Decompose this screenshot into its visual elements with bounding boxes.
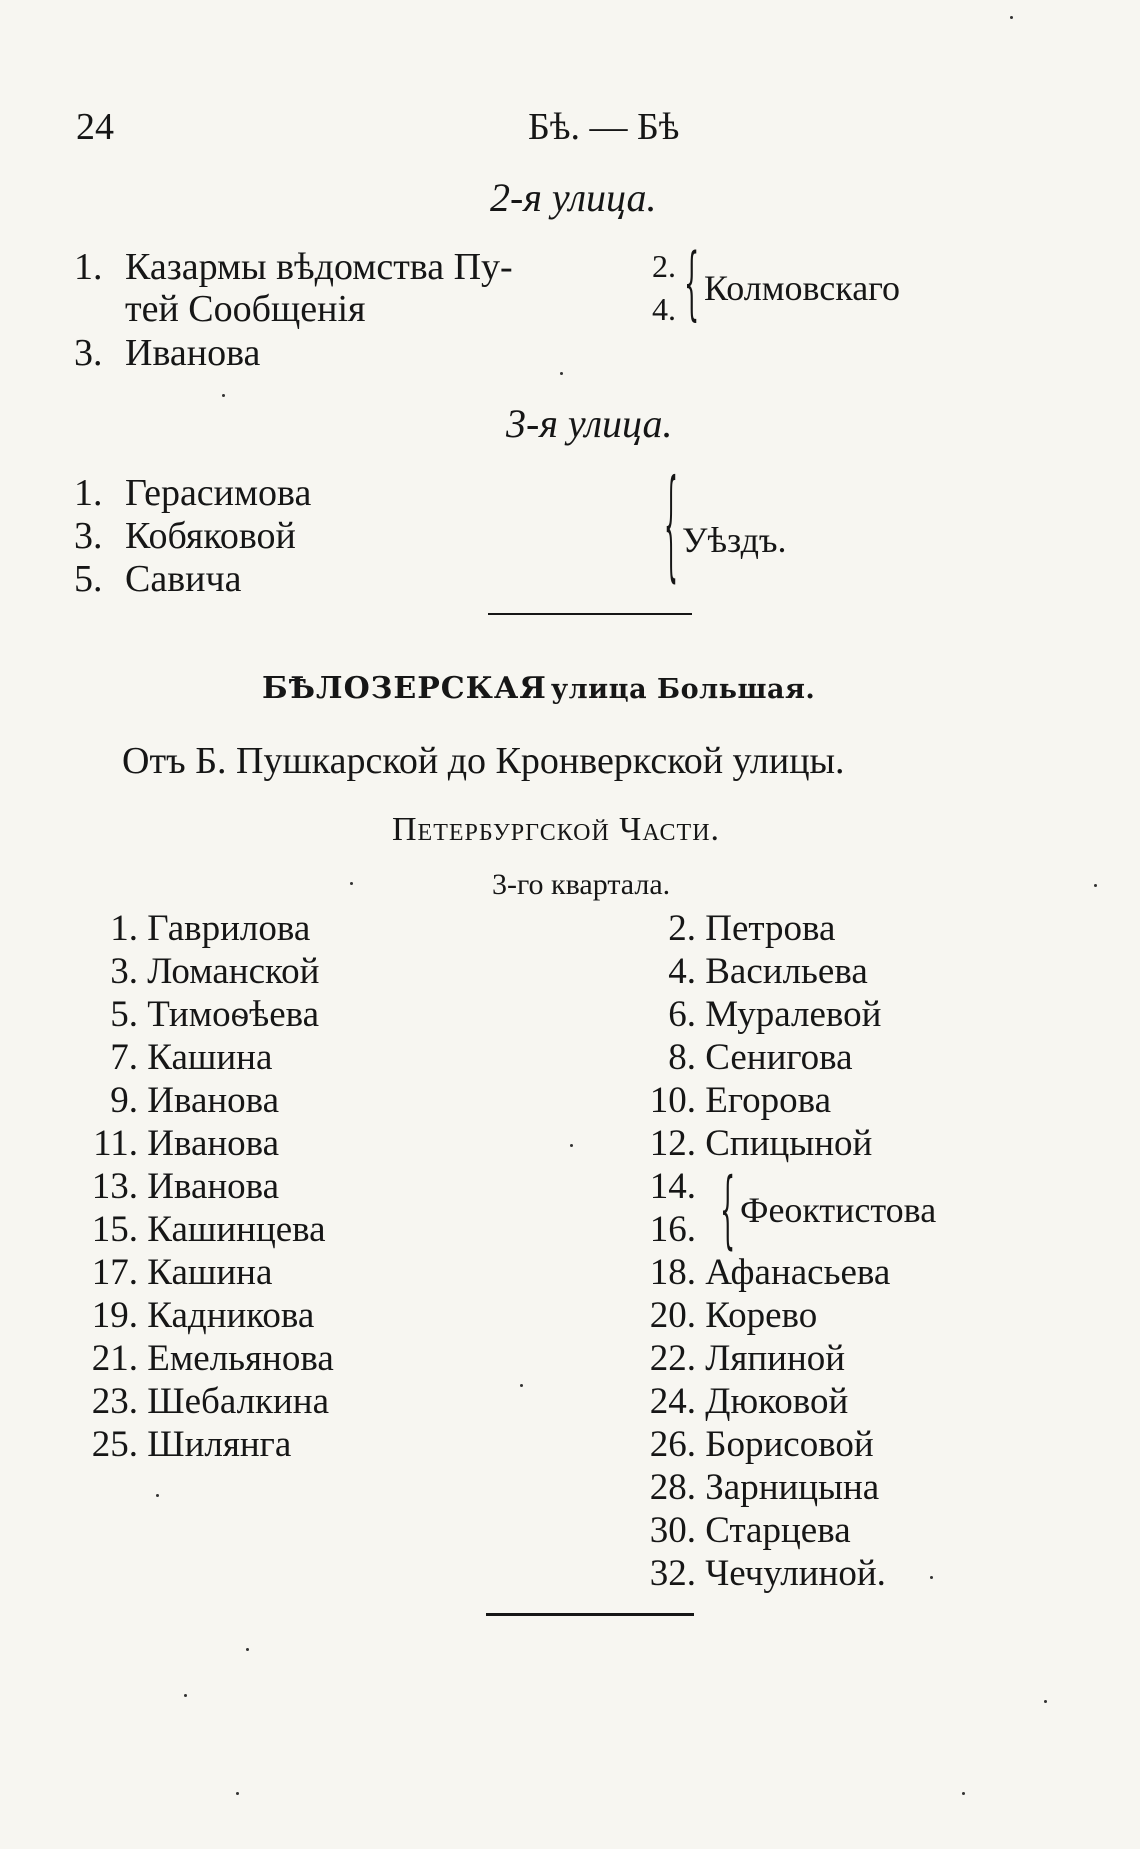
list-item: 13. Иванова (91, 1166, 280, 1207)
street2-entry-3-num: 3. (74, 332, 103, 374)
list-item: 22. Ляпиной (649, 1338, 846, 1379)
section-quarter: 3-го квартала. (492, 868, 671, 901)
section-title (262, 671, 816, 706)
brace-icon: { (664, 457, 678, 595)
list-item: 21. Емельянова (91, 1338, 334, 1379)
street2-entry-3-name: Иванова (125, 332, 261, 374)
list-item: 17. Кашина (91, 1252, 273, 1293)
section-subtitle: Отъ Б. Пушкарской до Кронверкской улицы. (122, 740, 845, 782)
list-item: 25. Шилянга (91, 1424, 292, 1465)
list-item: 11. Иванова (93, 1123, 280, 1164)
scan-speck (222, 394, 225, 397)
list-item: 4. Васильева (668, 951, 868, 992)
list-item: 2. Петрова (668, 908, 836, 949)
list-item: 5. Тимоѳѣева (110, 994, 320, 1035)
scan-speck (1010, 16, 1013, 19)
list-item: 8. Сенигова (668, 1037, 853, 1078)
street3-entry-3-num: 3. (74, 515, 103, 557)
list-item: 3. Ломанской (110, 951, 320, 992)
street2-entry-1-line1: Казармы вѣдомства Пу- (125, 246, 513, 288)
list-item: 7. Кашина (110, 1037, 273, 1078)
scan-speck (246, 1648, 249, 1651)
end-rule (486, 1613, 694, 1616)
street3-entry-5-num: 5. (74, 558, 103, 600)
scan-speck (930, 1576, 933, 1579)
scan-speck (184, 1694, 187, 1697)
list-item: 15. Кашинцева (91, 1209, 326, 1250)
section-title-bold: БѢЛОЗЕРСКАЯ (262, 671, 547, 706)
scan-speck (520, 1384, 523, 1387)
list-item: 19. Кадникова (91, 1295, 315, 1336)
list-item: 6. Муралевой (668, 994, 882, 1035)
list-item: 28. Зарницына (649, 1467, 880, 1508)
list-item: 20. Корево (649, 1295, 818, 1336)
scan-speck (236, 1792, 239, 1795)
list-item: 16. (649, 1209, 696, 1250)
list-item: 14. (649, 1166, 696, 1207)
page-number: 24 (76, 106, 114, 148)
scan-speck (1044, 1700, 1047, 1703)
street3-owner: Уѣздъ. (682, 520, 787, 560)
scan-speck (156, 1494, 159, 1497)
brace-owner: Феоктистова (740, 1190, 937, 1230)
running-head: Бѣ. — Бѣ (528, 106, 680, 148)
street2-heading: 2-я улица. (490, 175, 657, 220)
section-part: Петербургской Части. (392, 811, 721, 848)
street3-entry-5-name: Савича (125, 558, 242, 600)
list-item: 23. Шебалкина (91, 1381, 330, 1422)
brace-icon: { (720, 1161, 736, 1259)
scan-speck (560, 372, 563, 375)
scan-speck (570, 1144, 573, 1147)
scan-speck (1094, 884, 1097, 887)
list-item: 10. Егорова (649, 1080, 832, 1121)
street2-owner: Колмовскаго (704, 268, 901, 308)
list-item: 12. Спицыной (649, 1123, 873, 1164)
street2-entry-1-num: 1. (74, 246, 103, 288)
list-item: 24. Дюковой (649, 1381, 849, 1422)
street3-entry-1-num: 1. (74, 472, 103, 514)
scan-speck (962, 1792, 965, 1795)
street2-num-2: 2. (652, 248, 676, 284)
section-title-rest: улица Большая. (550, 674, 816, 705)
list-item: 32. Чечулиной. (649, 1553, 886, 1594)
list-item: 1. Гаврилова (110, 908, 311, 949)
street2-entry-1-line2: тей Сообщенія (125, 288, 366, 330)
street3-entry-3-name: Кобяковой (125, 515, 296, 557)
list-item: 26. Борисовой (649, 1424, 874, 1465)
scan-speck (350, 882, 353, 885)
list-item: 18. Афанасьева (649, 1252, 891, 1293)
list-item: 9. Иванова (110, 1080, 280, 1121)
street3-entry-1-name: Герасимова (125, 472, 312, 514)
section-divider (488, 613, 692, 615)
brace-icon: { (684, 238, 700, 330)
street3-heading: 3-я улица. (506, 401, 673, 446)
list-item: 30. Старцева (649, 1510, 851, 1551)
street2-num-4: 4. (652, 291, 676, 327)
